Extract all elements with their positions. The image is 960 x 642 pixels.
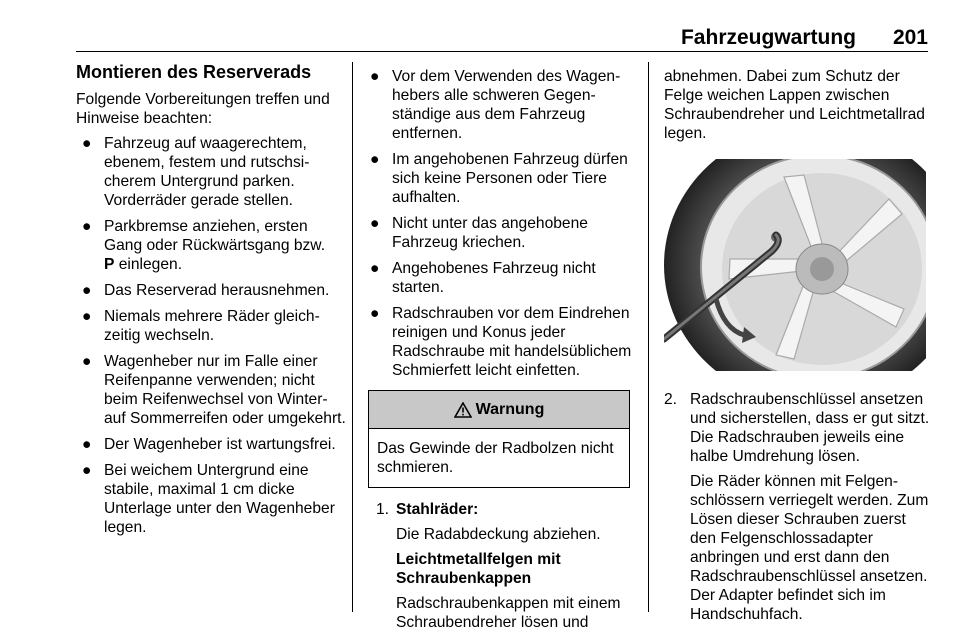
list-item: ● Das Reserverad herausnehmen. bbox=[82, 282, 330, 299]
bullet-icon: ● bbox=[370, 151, 380, 168]
column-1 bbox=[76, 62, 346, 544]
intro-text: Folgende Vorbereitungen treffen und Hinweise beachten: bbox=[76, 91, 330, 127]
list-item: ● Angehobenes Fahrzeug nicht starten. bbox=[370, 260, 596, 296]
step-1 bbox=[364, 500, 634, 632]
column-divider bbox=[648, 62, 649, 612]
header-title: Fahrzeugwartung bbox=[680, 26, 856, 49]
bullet-icon: ● bbox=[370, 68, 380, 85]
list-item: ● Nicht unter das angehobene Fahrzeug kriechen. bbox=[370, 215, 588, 251]
warning-triangle-icon bbox=[454, 402, 472, 418]
wheel-illustration bbox=[664, 159, 926, 371]
page-number: 201 bbox=[892, 26, 928, 49]
bullet-icon: ● bbox=[82, 353, 92, 370]
bullet-icon: ● bbox=[82, 436, 92, 453]
bullet-icon: ● bbox=[82, 462, 92, 479]
list-item: ● Wagenheber nur im Falle einer Reifenpanne verwenden; nicht beim Reifenwechsel von Winter- auf Sommerreifen oder umgekehrt. bbox=[82, 353, 346, 427]
warning-text: Das Gewinde der Radbolzen nicht schmieren. bbox=[377, 440, 614, 476]
list-item: ● Radschrauben vor dem Eindrehen reinigen und Konus jeder Radschraube mit handelsüblichem Schmierfett leicht einfetten. bbox=[370, 305, 632, 379]
bullet-icon: ● bbox=[370, 215, 380, 232]
safety-list bbox=[364, 67, 634, 380]
step-text: Die Radabdeckung abziehen. bbox=[396, 526, 601, 543]
list-item: ● Parkbremse anziehen, ersten Gang oder Rückwärtsgang bzw. P einlegen. bbox=[82, 218, 326, 273]
step-text: Radschraubenschlüssel ansetzen und sicherstellen, dass er gut sitzt. Die Radschrauben jeweils eine halbe Umdrehung lösen. bbox=[690, 391, 930, 465]
list-item: ● Niemals mehrere Räder gleichzeitig wechseln. bbox=[82, 308, 320, 344]
step-subtitle: Leichtmetallfelgen mit Schraubenkappen bbox=[396, 551, 561, 587]
bullet-icon: ● bbox=[82, 135, 92, 152]
column-divider bbox=[352, 62, 353, 612]
list-item: ● Vor dem Verwenden des Wagenhebers alle schweren Gegenständige aus dem Fahrzeug entfernen. bbox=[370, 68, 621, 142]
gear-p: P bbox=[104, 256, 115, 273]
column-2 bbox=[364, 67, 634, 638]
bullet-icon: ● bbox=[82, 308, 92, 325]
warning-header bbox=[369, 391, 629, 429]
list-item: ● Im angehobenen Fahrzeug dürfen sich keine Personen oder Tiere aufhalten. bbox=[370, 151, 628, 206]
section-title: Montieren des Reserverads bbox=[76, 62, 312, 82]
list-item: ● Der Wagenheber ist wartungsfrei. bbox=[82, 436, 336, 453]
list-item: ● Fahrzeug auf waagerechtem, ebenem, festem und rutschsicherem Untergrund parken. Vorderräder gerade stellen. bbox=[82, 135, 310, 209]
step-number: 1. bbox=[376, 501, 390, 518]
step-number: 2. bbox=[664, 391, 678, 408]
step-title: Stahlräder: bbox=[396, 501, 479, 518]
list-item: ● Bei weichem Untergrund eine stabile, maximal 1 cm dicke Unterlage unter den Wagenheber legen. bbox=[82, 462, 335, 536]
bullet-icon: ● bbox=[82, 218, 92, 235]
bullet-icon: ● bbox=[370, 260, 380, 277]
column-3 bbox=[664, 67, 930, 630]
warning-title: Warnung bbox=[475, 401, 545, 418]
bullet-icon: ● bbox=[82, 282, 92, 299]
page-header bbox=[76, 26, 928, 52]
continued-text: abnehmen. Dabei zum Schutz der Felge weichen Lappen zwischen Schraubendreher und Leichtmetallrad legen. bbox=[664, 68, 925, 142]
step-text: Radschraubenkappen mit einem Schraubendreher lösen und bbox=[396, 595, 621, 631]
preparation-list bbox=[76, 134, 346, 537]
warning-box bbox=[368, 390, 630, 488]
step-2 bbox=[664, 390, 930, 624]
bullet-icon: ● bbox=[370, 305, 380, 322]
step-text: Die Räder können mit Felgenschlössern verriegelt werden. Zum Lösen dieser Schrauben zuerst den Felgenschlossadapter anbringen und erst dann den Radschraubenschlüssel ansetzen. Der Adapter befindet sich im Handschuhfach. bbox=[690, 473, 929, 623]
